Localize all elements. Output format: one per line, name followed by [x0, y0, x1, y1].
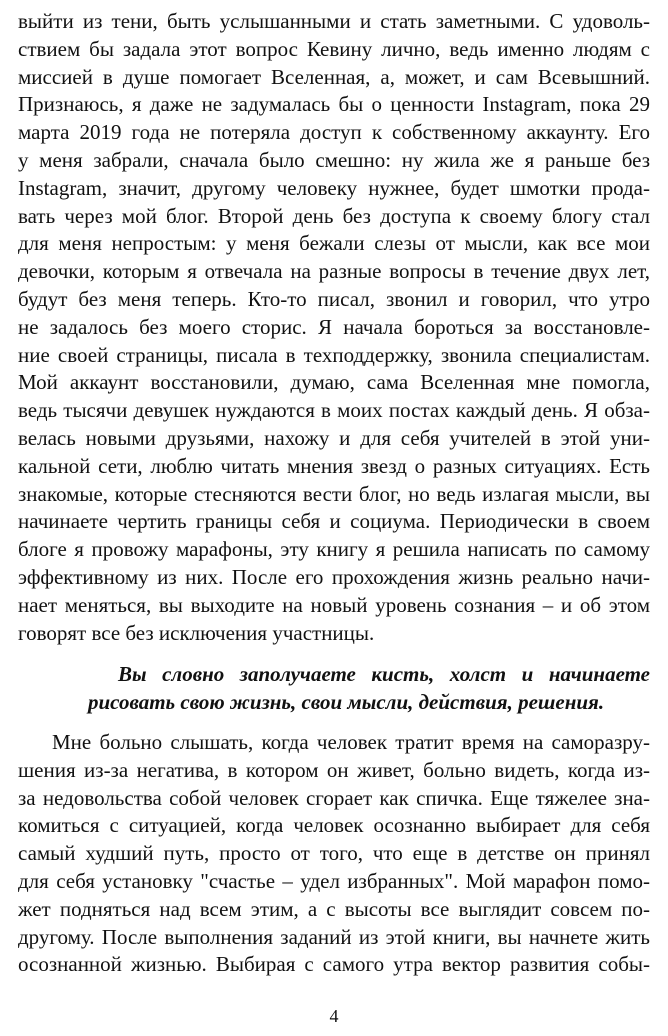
text-line: ние своей страницы, писала в техподдержку, звонила специалистам.	[18, 342, 650, 367]
text-line: блоге я провожу марафоны, эту книгу я решила написать по самому	[18, 537, 650, 562]
text-line: другому. После выполнения заданий из этой книги, вы начнете жить	[18, 924, 650, 949]
paragraph-1	[18, 8, 650, 647]
quote-line: Вы словно заполучаете кисть, холст и начинаете	[118, 662, 650, 687]
text-line: Мой аккаунт восстановили, думаю, сама Вселенная мне помогла,	[18, 370, 650, 395]
text-line: эффективному из них. После его прохождения жизнь реально начи-	[18, 564, 650, 589]
page-number: 4	[329, 1006, 339, 1026]
quote-line: рисовать свою жизнь, свои мысли, действия, решения.	[88, 690, 605, 715]
text-line: говорят все без исключения участницы.	[18, 620, 375, 645]
text-line: жет подняться над всем этим, а с высоты все выглядит совсем по-	[18, 896, 650, 921]
text-line: за недовольства собой человек сгорает как спичка. Еще тяжелее зна-	[18, 785, 650, 810]
text-line: знакомые, которые стесняются вести блог, но ведь излагая мысли, вы	[18, 481, 650, 506]
text-line: вать через мой блог. Второй день без доступа к своему блогу стал	[18, 203, 650, 228]
text-line: самый худший путь, просто от того, что еще в детстве он принял	[18, 841, 650, 866]
text-line: начинаете чертить границы себя и социума. Периодически в своем	[18, 509, 650, 534]
text-line: нает меняться, вы выходите на новый уровень сознания – и об этом	[18, 592, 650, 617]
text-line: Признаюсь, я даже не задумалась бы о ценности Instagram, пока 29	[18, 92, 650, 117]
text-line: комиться с ситуацией, когда человек осознанно выбирает для себя	[18, 813, 650, 838]
text-line: кальной сети, люблю читать мнения звезд о разных ситуациях. Есть	[18, 453, 650, 478]
text-line: ведь тысячи девушек нуждаются в моих постах каждый день. Я обза-	[18, 398, 650, 423]
text-line: осознанной жизнью. Выбирая с самого утра вектор развития собы-	[18, 952, 650, 977]
text-line: выйти из тени, быть услышанными и стать заметными. С удоволь-	[18, 9, 650, 33]
book-page	[18, 8, 650, 979]
text-line: велась новыми друзьями, нахожу и для себя учителей в этой уни-	[18, 425, 650, 450]
text-line: девочки, которым я отвечала на разные вопросы в течение двух лет,	[18, 259, 650, 284]
text-line: у меня забрали, сначала было смешно: ну жила же я раньше без	[18, 147, 650, 172]
text-line: Instagram, значит, другому человеку нужнее, будет шмотки прода-	[18, 175, 650, 200]
paragraph-2	[18, 729, 650, 979]
pull-quote	[18, 661, 650, 717]
text-line: не задалось без моего сторис. Я начала бороться за восстановле-	[18, 314, 650, 339]
text-line: будут без меня теперь. Кто-то писал, звонил и говорил, что утро	[18, 286, 650, 311]
text-line: для меня непростым: у меня бежали слезы от мысли, как все мои	[18, 231, 650, 256]
text-line: для себя установку "счастье – удел избранных". Мой марафон помо-	[18, 868, 650, 893]
text-line: марта 2019 года не потеряла доступ к собственному аккаунту. Его	[18, 120, 650, 145]
text-line: шения из-за негатива, в котором он живет, больно видеть, когда из-	[18, 757, 650, 782]
text-line: ствием бы задала этот вопрос Кевину лично, ведь именно людям с	[18, 36, 650, 61]
text-line: миссией в душе помогает Вселенная, а, может, и сам Всевышний.	[18, 64, 650, 89]
text-line: Мне больно слышать, когда человек тратит время на саморазру-	[52, 729, 650, 754]
